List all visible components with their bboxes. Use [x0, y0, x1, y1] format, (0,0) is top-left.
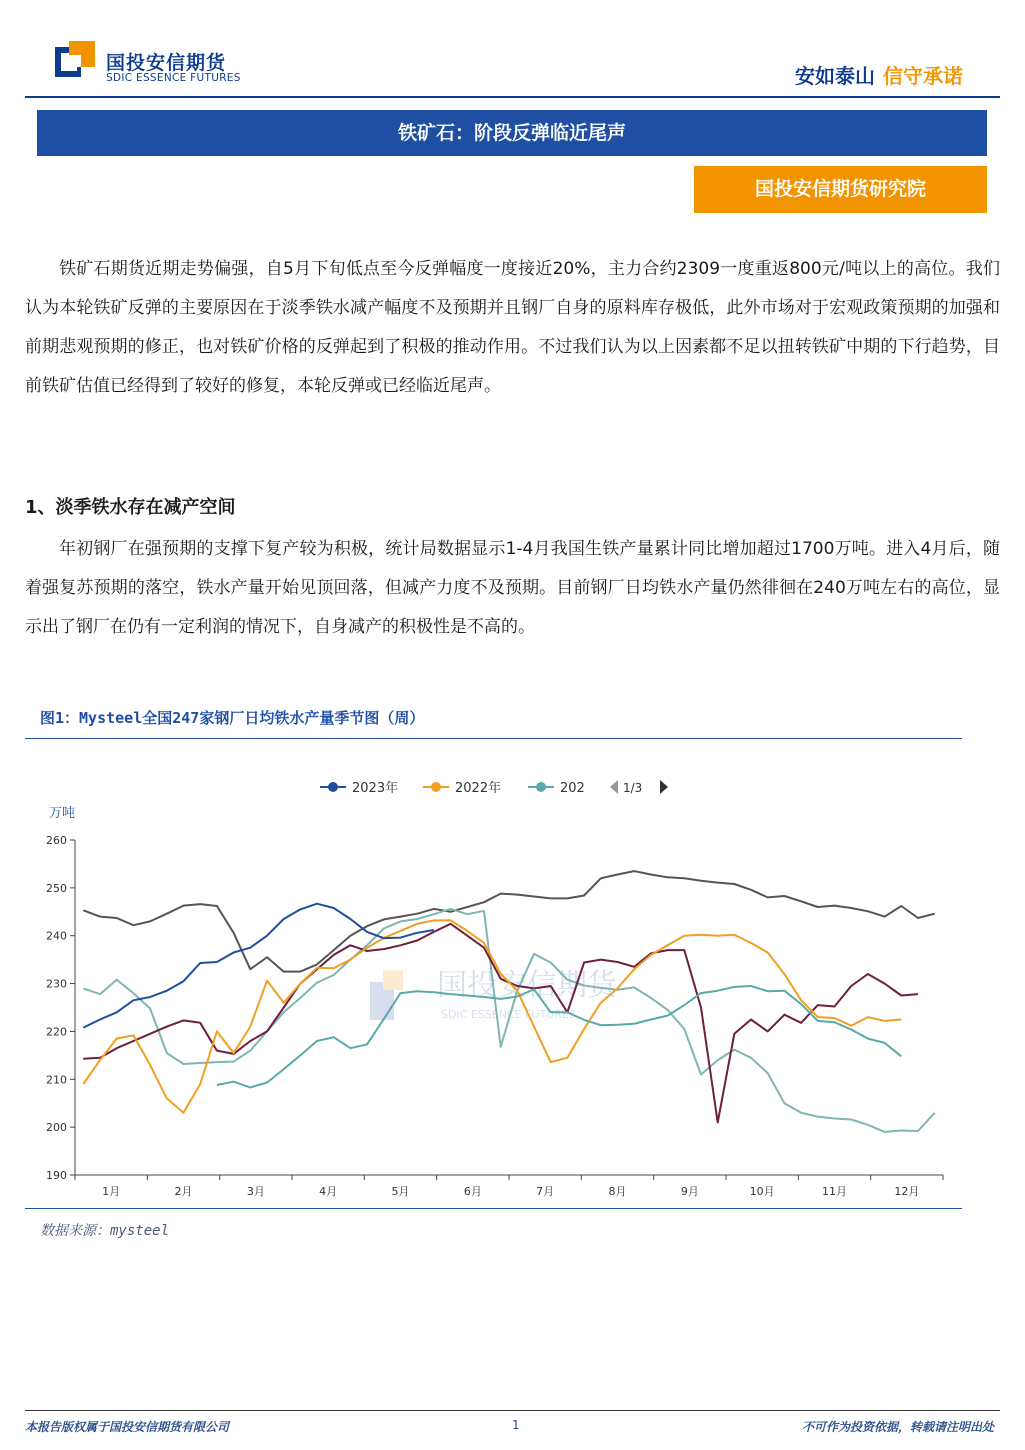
disclaimer-note: 不可作为投资依据，转载请注明出处 — [801, 1420, 994, 1434]
y-axis-label: 万吨 — [49, 806, 76, 821]
x-tick-label: 4月 — [319, 1185, 338, 1198]
legend-marker — [431, 782, 441, 792]
header-divider — [25, 96, 1000, 98]
x-tick-label: 10月 — [749, 1185, 775, 1198]
slogan-part-b: 信守承诺 — [883, 64, 963, 88]
slogan-part-a: 安如泰山 — [795, 64, 875, 88]
x-tick-label: 1月 — [102, 1185, 121, 1198]
legend-next-icon — [660, 780, 668, 794]
y-tick-label: 260 — [46, 834, 67, 847]
x-tick-label: 5月 — [391, 1185, 410, 1198]
copyright-note: 本报告版权属于国投安信期货有限公司 — [25, 1420, 230, 1434]
y-tick-label: 240 — [46, 929, 67, 943]
figure-bottom-divider — [25, 1208, 962, 1209]
iron-output-seasonal-chart — [25, 760, 962, 1205]
y-tick-label: 200 — [46, 1121, 67, 1135]
legend-label: 2022年 — [455, 781, 502, 796]
legend-label: 2023年 — [352, 781, 399, 796]
series-line-extra-4 — [83, 924, 918, 1123]
page-number: 1 — [512, 1418, 520, 1432]
brand-name-en: SDIC ESSENCE FUTURES — [106, 72, 241, 84]
institute-badge: 国投安信期货研究院 — [694, 166, 987, 213]
x-tick-label: 2月 — [174, 1185, 193, 1198]
brand-logo-icon — [55, 41, 95, 83]
watermark-cn: 国投安信期货 — [437, 968, 617, 1003]
x-tick-label: 12月 — [894, 1185, 920, 1198]
x-tick-label: 3月 — [246, 1185, 265, 1198]
figure-title: 图1：Mysteel全国247家钢厂日均铁水产量季节图（周） — [40, 709, 425, 727]
x-tick-label: 8月 — [608, 1185, 627, 1198]
intro-paragraph: 铁矿石期货近期走势偏强，自5月下旬低点至今反弹幅度一度接近20%，主力合约2309一度重返800元/吨以上的高位。我们认为本轮铁矿反弹的主要原因在于淡季铁水减产幅度不及预期并且钢厂自身的原料库存极低，此外市场对于宏观政策预期的加强和前期悲观预期的修正，也对铁矿价格的反弹起到了积极的推动作用。不过我们认为以上因素都不足以扭转铁矿中期的下行趋势，目前铁矿估值已经得到了较好的修复，本轮反弹或已经临近尾声。 — [25, 259, 1000, 396]
legend-page: 1/3 — [623, 781, 643, 795]
y-tick-label: 210 — [46, 1073, 67, 1087]
chart-legend — [320, 780, 668, 796]
section-paragraph: 年初钢厂在强预期的支撑下复产较为积极，统计局数据显示1-4月我国生铁产量累计同比增加超过1700万吨。进入4月后，随着强复苏预期的落空，铁水产量开始见顶回落，但减产力度不及预期。目前钢厂日均铁水产量仍然徘徊在240万吨左右的高位，显示出了钢厂在仍有一定利润的情况下，自身减产的积极性是不高的。 — [25, 539, 1000, 637]
series-line-extra-3 — [83, 871, 934, 972]
x-tick-label: 6月 — [463, 1185, 482, 1198]
y-tick-label: 190 — [46, 1169, 67, 1182]
figure-divider — [25, 738, 962, 739]
legend-label: 202 — [560, 781, 585, 796]
footer-divider — [25, 1410, 1000, 1411]
data-source: 数据来源：mysteel — [40, 1223, 170, 1239]
watermark-en: SDIC ESSENCE FUTURES — [441, 1008, 576, 1021]
x-tick-label: 7月 — [536, 1185, 555, 1198]
x-tick-label: 9月 — [680, 1185, 699, 1198]
legend-prev-icon — [610, 780, 618, 794]
y-tick-label: 230 — [46, 977, 67, 991]
series-line-extra-5 — [83, 909, 934, 1132]
brand-name-cn: 国投安信期货 — [106, 52, 227, 74]
legend-marker — [328, 782, 338, 792]
y-tick-label: 220 — [46, 1025, 67, 1039]
x-tick-label: 11月 — [822, 1185, 847, 1198]
legend-marker — [536, 782, 546, 792]
y-tick-label: 250 — [46, 881, 67, 895]
report-title: 铁矿石：阶段反弹临近尾声 — [37, 110, 987, 156]
section-heading: 1、淡季铁水存在减产空间 — [25, 497, 236, 518]
slogan — [795, 60, 963, 89]
